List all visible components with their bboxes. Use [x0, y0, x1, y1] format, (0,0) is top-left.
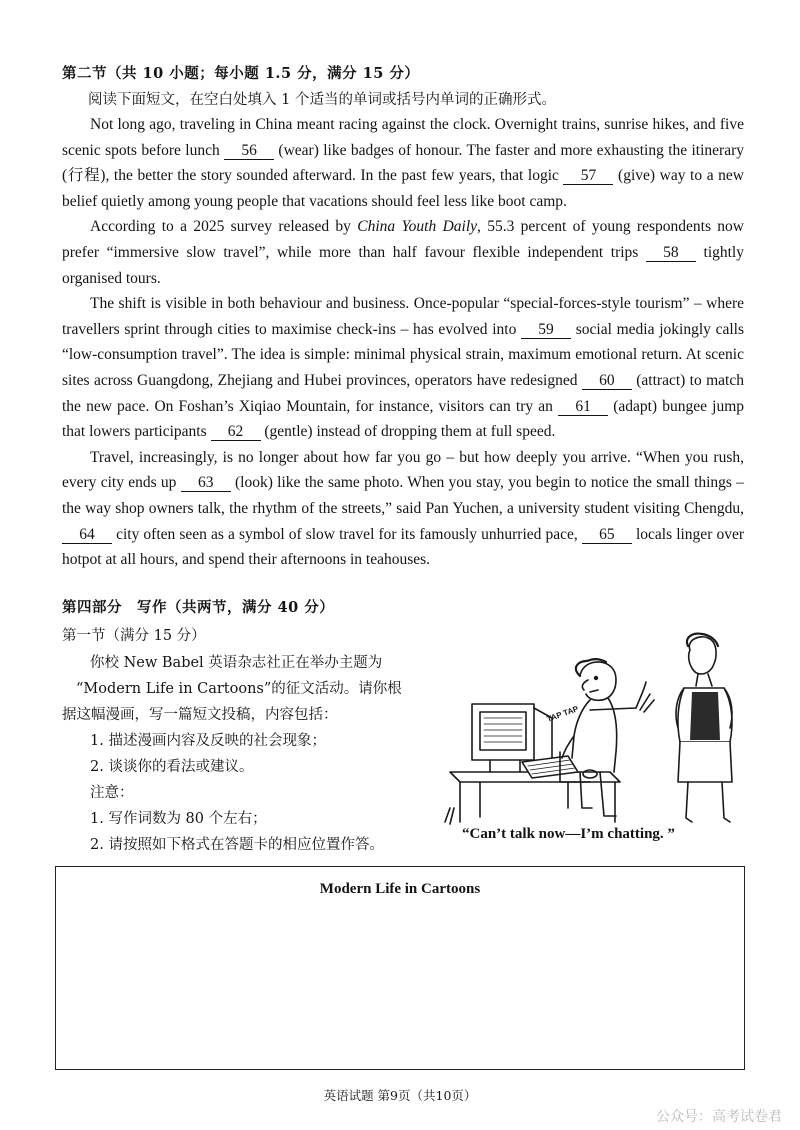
content-item-2: 2. 谈谈你的看法或建议。 [90, 759, 254, 775]
cartoon-sound-effect: TAP TAP [545, 704, 580, 724]
prompt-line-3: 据这幅漫画，写一篇短文投稿，内容包括： [62, 707, 338, 723]
blank-64[interactable]: 64 [62, 526, 112, 544]
cartoon-illustration [440, 632, 758, 832]
note-2: 2. 请按照如下格式在答题卡的相应位置作答。 [90, 837, 384, 853]
blank-58[interactable]: 58 [646, 244, 696, 262]
section-heading: 第二节（共 10 小题；每小题 1.5 分，满分 15 分） [62, 65, 420, 82]
answer-box-title: Modern Life in Cartoons [319, 881, 481, 897]
prompt-line-2: “Modern Life in Cartoons”的征文活动。请你根 [76, 681, 402, 697]
text: Travel, increasingly, is no longer about how far you go – but how deeply you arrive. “When you rush, every city ends up [62, 448, 744, 492]
cartoon-caption: “Can’t talk now—I’m chatting. ” [462, 826, 675, 842]
blank-59[interactable]: 59 [521, 321, 571, 339]
text: (adapt) bungee jump that lowers participants [62, 397, 745, 441]
writing-task [62, 650, 422, 858]
source-name: China Youth Daily [357, 218, 478, 236]
page-footer: 英语试题 第9页（共10页） [323, 1088, 477, 1103]
text: According to a 2025 survey released by [90, 218, 358, 236]
note-label: 注意： [90, 785, 134, 801]
blank-65[interactable]: 65 [582, 526, 632, 544]
content-item-1: 1. 描述漫画内容及反映的社会现象； [90, 733, 326, 749]
paragraph-3 [62, 291, 744, 445]
text: (look) like the same photo. When you stay, you begin to notice the small things – the way shop owners talk, the rhythm of the streets,” said Pan Yuchen, a university student visiting Chengdu, [62, 474, 745, 517]
part-heading: 第四部分 写作（共两节，满分 40 分） [62, 599, 335, 616]
prompt-line-1: 你校 New Babel 英语杂志社正在举办主题为 [90, 655, 383, 671]
passage [62, 112, 744, 573]
blank-57[interactable]: 57 [563, 167, 613, 185]
blank-60[interactable]: 60 [582, 372, 632, 390]
blank-61[interactable]: 61 [558, 398, 608, 416]
text: (give) way to a new belief quietly among young people that vacations should feel less like boot camp. [62, 167, 744, 210]
text: (attract) to match the new pace. On Foshan’s Xiqiao Mountain, for instance, visitors can try an [62, 371, 744, 415]
subsection-heading: 第一节（满分 15 分） [62, 628, 206, 644]
text: social media jokingly calls “low-consumption travel”. The idea is simple: minimal physical strain, maximum emotional return. At scenic sites across Guangdong, Zhejiang and Hubei provinces, operators have redesigned [62, 320, 744, 389]
blank-62[interactable]: 62 [211, 423, 261, 441]
text: , 55.3 percent of young respondents now prefer “immersive slow travel”, while more than half favour flexible independent trips [62, 218, 744, 261]
paragraph-2 [62, 214, 744, 291]
answer-box[interactable] [55, 866, 745, 1070]
text: locals linger over hotpot at all hours, and spend their afternoons in teahouses. [62, 525, 744, 569]
blank-63[interactable]: 63 [181, 474, 231, 492]
text: (gentle) instead of dropping them at full speed. [260, 423, 556, 441]
paragraph-4 [62, 445, 744, 573]
text: city often seen as a symbol of slow travel for its famously unhurried pace, [112, 525, 582, 543]
text: (wear) like badges of honour. The faster and more exhausting the itinerary (行程), the better the story sounded afterward. In the past few years, that logic [62, 141, 744, 185]
text: tightly organised tours. [62, 243, 744, 287]
note-1: 1. 写作词数为 80 个左右； [90, 811, 267, 827]
text: The shift is visible in both behaviour and business. Once-popular “special-forces-style tourism” – where travellers sprint through cities to maximise check-ins – has evolved into [62, 295, 744, 338]
watermark: 公众号：高考试卷君 [656, 1109, 782, 1125]
blank-56[interactable]: 56 [224, 142, 274, 160]
text: Not long ago, traveling in China meant racing against the clock. Overnight trains, sunrise hikes, and five scenic spots before lunch [62, 116, 744, 159]
instruction: 阅读下面短文，在空白处填入 1 个适当的单词或括号内单词的正确形式。 [88, 92, 556, 108]
paragraph-1 [62, 112, 744, 214]
